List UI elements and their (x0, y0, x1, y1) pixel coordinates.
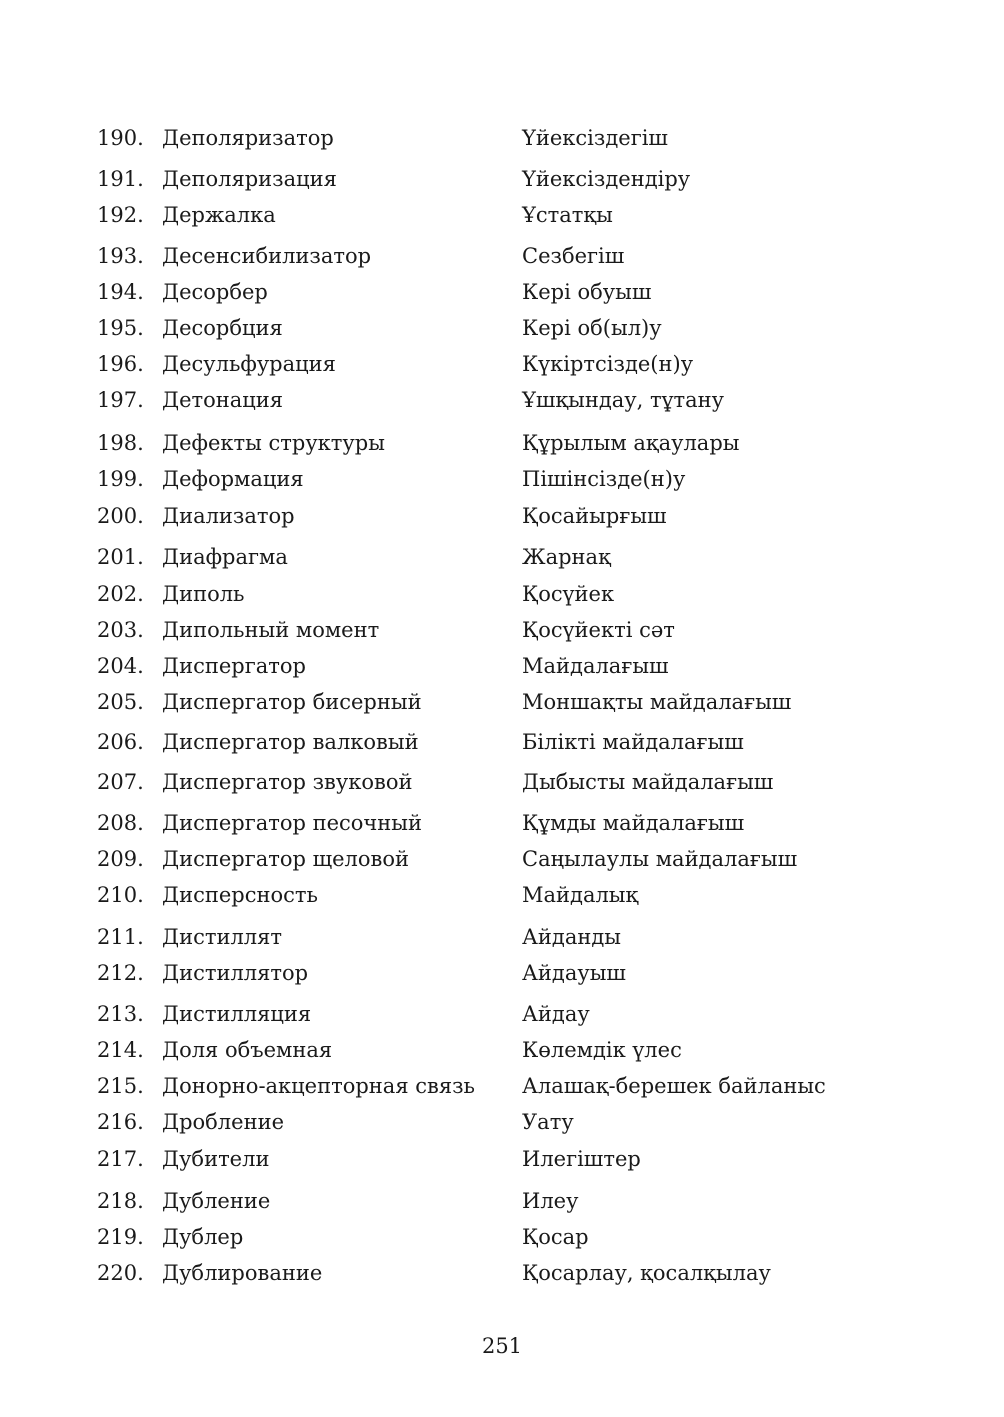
kazakh-term: Үйексіздегіш (522, 126, 668, 150)
kazakh-term: Қосүйек (522, 582, 615, 606)
entry-number: 201. (97, 545, 144, 569)
russian-term: Дистилляция (162, 1002, 312, 1026)
kazakh-term: Ұстатқы (522, 203, 613, 227)
kazakh-term: Қосар (522, 1225, 589, 1249)
kazakh-term: Айдау (522, 1002, 590, 1026)
glossary-entry (0, 1257, 1004, 1289)
kazakh-term: Қосайырғыш (522, 504, 667, 528)
russian-term: Детонация (162, 388, 284, 412)
russian-term: Диафрагма (162, 545, 288, 569)
glossary-entry (0, 1185, 1004, 1217)
glossary-entry (0, 766, 1004, 798)
entry-number: 204. (97, 654, 144, 678)
glossary-entry (0, 998, 1004, 1030)
entry-number: 198. (97, 431, 144, 455)
kazakh-term: Алашақ-берешек байланыс (522, 1074, 826, 1098)
glossary-entry (0, 726, 1004, 758)
entry-number: 210. (97, 883, 144, 907)
kazakh-term: Майдалық (522, 883, 639, 907)
entry-number: 216. (97, 1110, 144, 1134)
kazakh-term: Қосүйекті сәт (522, 618, 675, 642)
russian-term: Деполяризатор (162, 126, 334, 150)
russian-term: Диспергатор звуковой (162, 770, 413, 794)
kazakh-term: Моншақты майдалағыш (522, 690, 792, 714)
glossary-entry (0, 199, 1004, 231)
glossary-entry (0, 240, 1004, 272)
entry-number: 218. (97, 1189, 144, 1213)
entry-number: 215. (97, 1074, 144, 1098)
kazakh-term: Сезбегіш (522, 244, 625, 268)
glossary-entry (0, 1070, 1004, 1102)
entry-number: 202. (97, 582, 144, 606)
russian-term: Дефекты структуры (162, 431, 385, 455)
entry-number: 219. (97, 1225, 144, 1249)
kazakh-term: Қосарлау, қосалқылау (522, 1261, 771, 1285)
entry-number: 196. (97, 352, 144, 376)
glossary-entry (0, 463, 1004, 495)
glossary-entry (0, 312, 1004, 344)
entry-number: 191. (97, 167, 144, 191)
glossary-entry (0, 163, 1004, 195)
kazakh-term: Кері обуыш (522, 280, 652, 304)
russian-term: Десорбция (162, 316, 283, 340)
russian-term: Дубление (162, 1189, 271, 1213)
glossary-entry (0, 541, 1004, 573)
entry-number: 207. (97, 770, 144, 794)
glossary-entry (0, 1221, 1004, 1253)
russian-term: Дубители (162, 1147, 270, 1171)
kazakh-term: Айданды (522, 925, 621, 949)
entry-number: 206. (97, 730, 144, 754)
glossary-entry (0, 1143, 1004, 1175)
kazakh-term: Кері об(ыл)у (522, 316, 662, 340)
russian-term: Дистиллят (162, 925, 282, 949)
entry-number: 200. (97, 504, 144, 528)
page-number: 251 (481, 1334, 523, 1358)
entry-number: 211. (97, 925, 144, 949)
entry-number: 213. (97, 1002, 144, 1026)
russian-term: Деформация (162, 467, 304, 491)
entry-number: 203. (97, 618, 144, 642)
russian-term: Донорно-акцепторная связь (162, 1074, 475, 1098)
russian-term: Диспергатор бисерный (162, 690, 422, 714)
russian-term: Десульфурация (162, 352, 336, 376)
kazakh-term: Білікті майдалағыш (522, 730, 744, 754)
russian-term: Деполяризация (162, 167, 337, 191)
glossary-entry (0, 957, 1004, 989)
kazakh-term: Құрылым ақаулары (522, 431, 740, 455)
russian-term: Диализатор (162, 504, 295, 528)
russian-term: Дублирование (162, 1261, 323, 1285)
glossary-entry (0, 921, 1004, 953)
russian-term: Диспергатор щеловой (162, 847, 409, 871)
russian-term: Диспергатор валковый (162, 730, 419, 754)
kazakh-term: Көлемдік үлес (522, 1038, 682, 1062)
kazakh-term: Пішінсізде(н)у (522, 467, 686, 491)
kazakh-term: Майдалағыш (522, 654, 669, 678)
glossary-entry (0, 500, 1004, 532)
russian-term: Держалка (162, 203, 276, 227)
entry-number: 197. (97, 388, 144, 412)
russian-term: Диспергатор песочный (162, 811, 423, 835)
russian-term: Дистиллятор (162, 961, 309, 985)
entry-number: 205. (97, 690, 144, 714)
entry-number: 193. (97, 244, 144, 268)
glossary-entry (0, 348, 1004, 380)
entry-number: 220. (97, 1261, 144, 1285)
glossary-entry (0, 650, 1004, 682)
entry-number: 209. (97, 847, 144, 871)
glossary-entry (0, 614, 1004, 646)
glossary-entry (0, 276, 1004, 308)
kazakh-term: Үйексіздендіру (522, 167, 691, 191)
glossary-entry (0, 843, 1004, 875)
glossary-entry (0, 384, 1004, 416)
kazakh-term: Құмды майдалағыш (522, 811, 745, 835)
russian-term: Дипольный момент (162, 618, 380, 642)
kazakh-term: Ұшқындау, тұтану (522, 388, 724, 412)
russian-term: Десенсибилизатор (162, 244, 372, 268)
russian-term: Дробление (162, 1110, 284, 1134)
glossary-entry (0, 686, 1004, 718)
entry-number: 194. (97, 280, 144, 304)
entry-number: 214. (97, 1038, 144, 1062)
entry-number: 208. (97, 811, 144, 835)
kazakh-term: Айдауыш (522, 961, 626, 985)
glossary-entry (0, 578, 1004, 610)
glossary-entry (0, 807, 1004, 839)
entry-number: 195. (97, 316, 144, 340)
russian-term: Доля объемная (162, 1038, 333, 1062)
entry-number: 192. (97, 203, 144, 227)
russian-term: Дублер (162, 1225, 244, 1249)
glossary-entry (0, 1034, 1004, 1066)
kazakh-term: Илеу (522, 1189, 579, 1213)
russian-term: Диспергатор (162, 654, 306, 678)
kazakh-term: Уату (522, 1110, 574, 1134)
kazakh-term: Илегіштер (522, 1147, 641, 1171)
kazakh-term: Күкіртсізде(н)у (522, 352, 694, 376)
russian-term: Десорбер (162, 280, 268, 304)
glossary-entry (0, 879, 1004, 911)
kazakh-term: Саңылаулы майдалағыш (522, 847, 798, 871)
kazakh-term: Дыбысты майдалағыш (522, 770, 774, 794)
entry-number: 217. (97, 1147, 144, 1171)
russian-term: Диполь (162, 582, 245, 606)
entry-number: 190. (97, 126, 144, 150)
entry-number: 199. (97, 467, 144, 491)
glossary-entry (0, 122, 1004, 154)
russian-term: Дисперсность (162, 883, 318, 907)
glossary-entry (0, 427, 1004, 459)
entry-number: 212. (97, 961, 144, 985)
glossary-entry (0, 1106, 1004, 1138)
kazakh-term: Жарнақ (522, 545, 611, 569)
